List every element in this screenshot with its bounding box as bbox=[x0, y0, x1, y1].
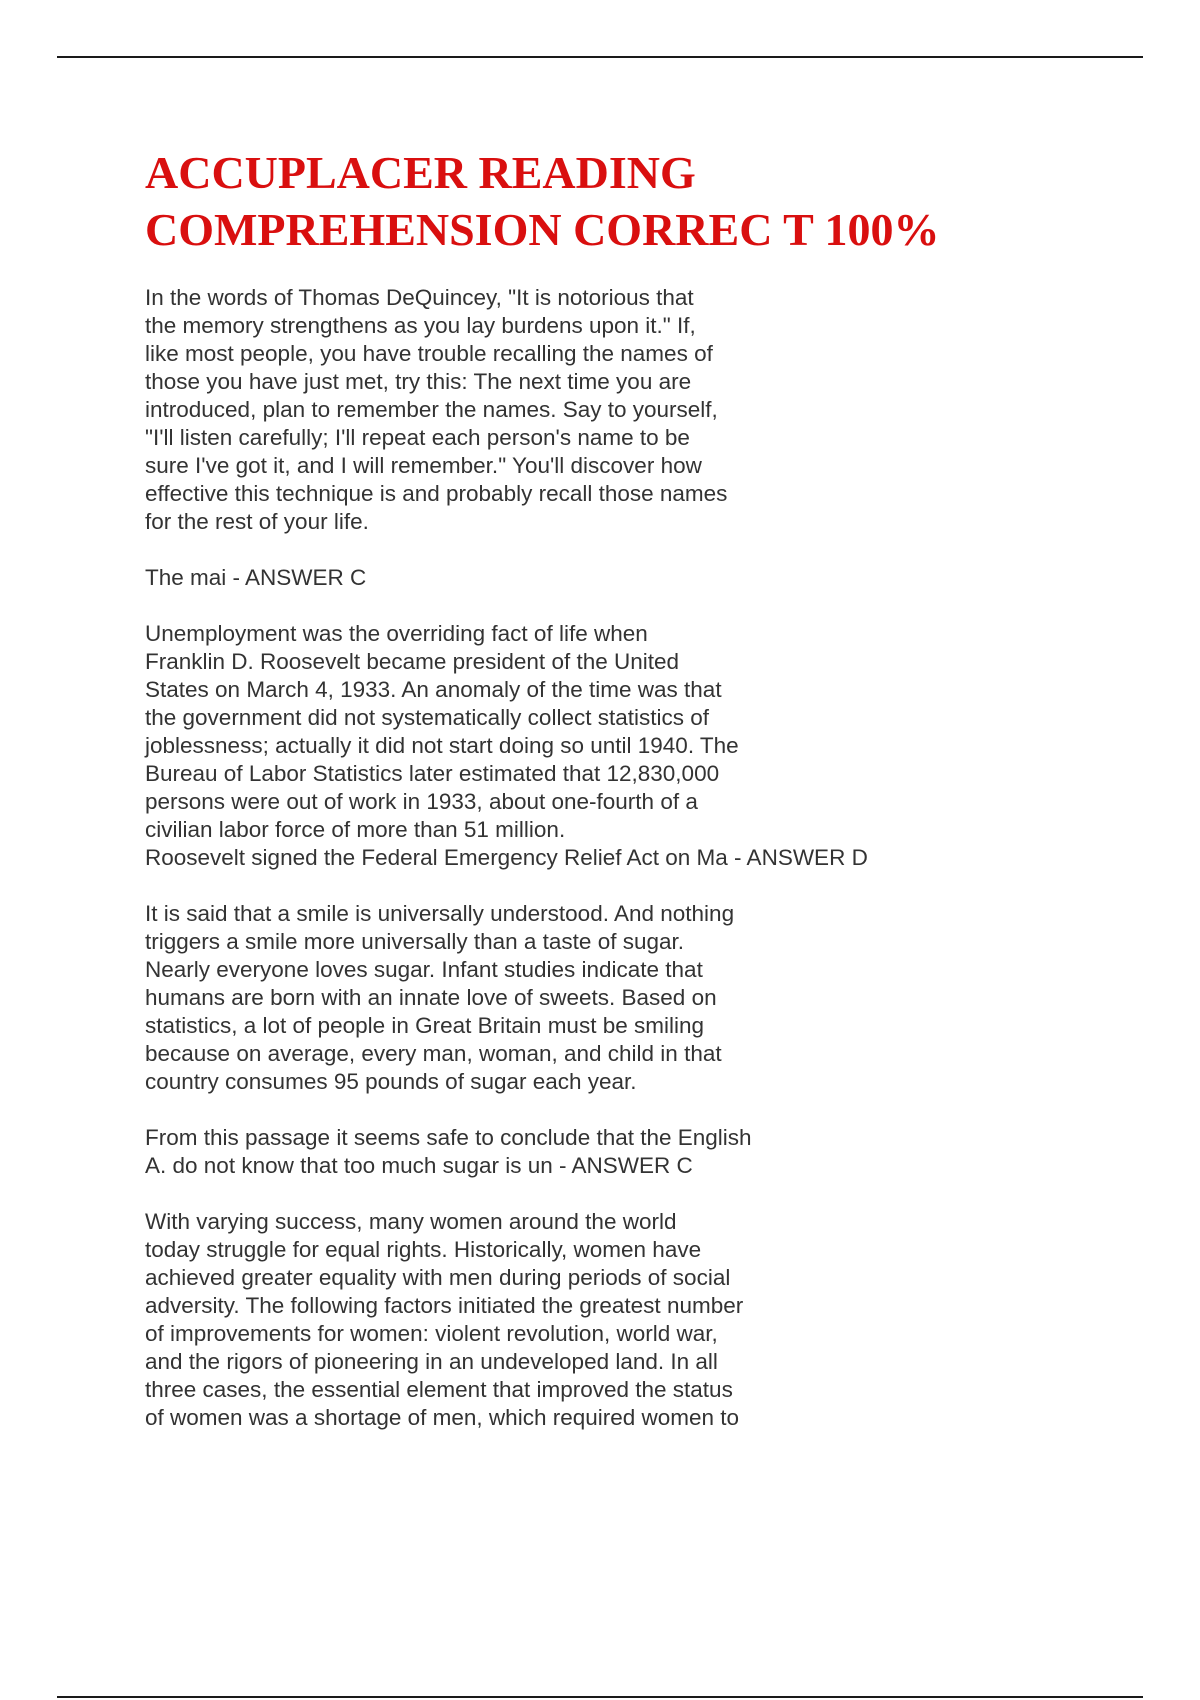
text-line: like most people, you have trouble recalling the names of bbox=[145, 341, 713, 366]
text-line: sure I've got it, and I will remember." You'll discover how bbox=[145, 453, 702, 478]
text-line: the memory strengthens as you lay burdens upon it." If, bbox=[145, 313, 696, 338]
text-line: Bureau of Labor Statistics later estimated that 12,830,000 bbox=[145, 761, 720, 786]
text-line: A. do not know that too much sugar is un - ANSWER C bbox=[145, 1153, 693, 1178]
footer-rule bbox=[57, 1696, 1143, 1698]
text-line: joblessness; actually it did not start doing so until 1940. The bbox=[145, 733, 739, 758]
text-line: statistics, a lot of people in Great Britain must be smiling bbox=[145, 1013, 704, 1038]
text-line: Franklin D. Roosevelt became president of the United bbox=[145, 649, 680, 674]
title-line: ACCUPLACER READING bbox=[145, 147, 696, 198]
text-line: triggers a smile more universally than a taste of sugar. bbox=[145, 929, 685, 954]
text-line: In the words of Thomas DeQuincey, "It is notorious that bbox=[145, 285, 694, 310]
text-line: With varying success, many women around the world bbox=[145, 1209, 677, 1234]
paragraph-sugar-question bbox=[145, 1124, 1145, 1180]
text-line: achieved greater equality with men during periods of social bbox=[145, 1265, 731, 1290]
text-line: Roosevelt signed the Federal Emergency Relief Act on Ma - ANSWER D bbox=[145, 845, 868, 870]
text-line: the government did not systematically collect statistics of bbox=[145, 705, 709, 730]
paragraph-dequincey bbox=[145, 284, 1145, 536]
text-line: Nearly everyone loves sugar. Infant studies indicate that bbox=[145, 957, 703, 982]
paragraph-sugar bbox=[145, 900, 1145, 1096]
title-line: COMPREHENSION CORREC T 100% bbox=[145, 204, 940, 255]
text-line: of women was a shortage of men, which required women to bbox=[145, 1405, 740, 1430]
text-line: effective this technique is and probably recall those names bbox=[145, 481, 728, 506]
document-body bbox=[145, 284, 1145, 1460]
text-line: From this passage it seems safe to conclude that the English bbox=[145, 1125, 752, 1150]
text-line: introduced, plan to remember the names. Say to yourself, bbox=[145, 397, 718, 422]
text-line: civilian labor force of more than 51 million. bbox=[145, 817, 566, 842]
text-line: because on average, every man, woman, and child in that bbox=[145, 1041, 722, 1066]
text-line: States on March 4, 1933. An anomaly of the time was that bbox=[145, 677, 722, 702]
text-line: three cases, the essential element that improved the status bbox=[145, 1377, 733, 1402]
document-title bbox=[145, 144, 1125, 258]
text-line: Unemployment was the overriding fact of life when bbox=[145, 621, 648, 646]
answer-line bbox=[145, 564, 1145, 592]
text-line: today struggle for equal rights. Historically, women have bbox=[145, 1237, 702, 1262]
text-line: of improvements for women: violent revolution, world war, bbox=[145, 1321, 718, 1346]
paragraph-women bbox=[145, 1208, 1145, 1432]
text-line: adversity. The following factors initiated the greatest number bbox=[145, 1293, 744, 1318]
text-line: It is said that a smile is universally understood. And nothing bbox=[145, 901, 735, 926]
text-line: persons were out of work in 1933, about one-fourth of a bbox=[145, 789, 698, 814]
text-line: those you have just met, try this: The next time you are bbox=[145, 369, 692, 394]
text-line: humans are born with an innate love of sweets. Based on bbox=[145, 985, 717, 1010]
text-line: for the rest of your life. bbox=[145, 509, 369, 534]
paragraph-unemployment bbox=[145, 620, 1145, 872]
text-line: The mai - ANSWER C bbox=[145, 565, 367, 590]
header-rule bbox=[57, 56, 1143, 58]
text-line: and the rigors of pioneering in an undeveloped land. In all bbox=[145, 1349, 718, 1374]
text-line: "I'll listen carefully; I'll repeat each person's name to be bbox=[145, 425, 690, 450]
text-line: country consumes 95 pounds of sugar each year. bbox=[145, 1069, 637, 1094]
